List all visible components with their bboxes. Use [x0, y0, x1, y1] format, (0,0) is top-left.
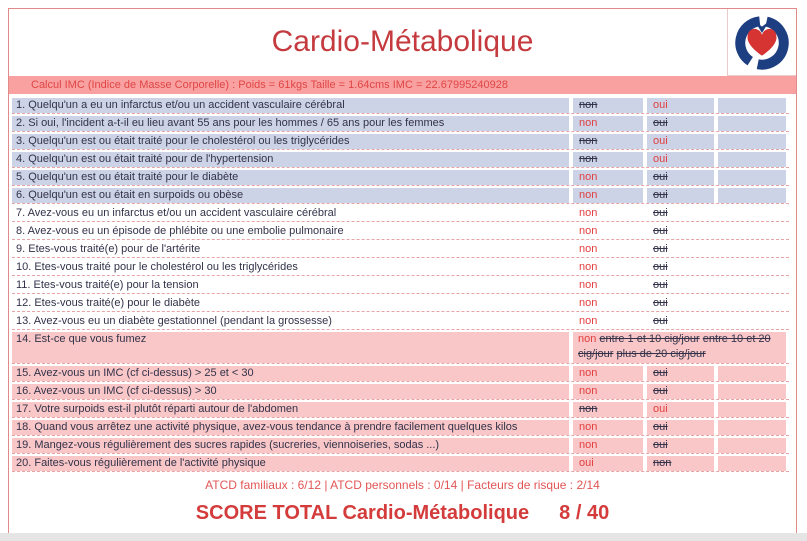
answer-non[interactable]: [573, 402, 643, 417]
answer-empty: [718, 206, 786, 221]
questionnaire-card: [8, 8, 797, 534]
question-text: 8. Avez-vous eu un épisode de phlébite ou une embolie pulmonaire: [16, 225, 344, 237]
answer-option: non: [579, 385, 598, 397]
answer-non[interactable]: [573, 152, 643, 167]
answer-option: non: [579, 297, 598, 309]
question-text: 2. Si oui, l'incident a-t-il eu lieu avant 55 ans pour les hommes / 65 ans pour les femmes: [12, 116, 569, 131]
answer-oui[interactable]: [647, 188, 714, 203]
answer-non[interactable]: [573, 420, 643, 435]
answer-empty: [718, 366, 786, 381]
answer-option: non: [579, 117, 598, 129]
answer-non[interactable]: [573, 438, 643, 453]
answer-option: oui: [653, 117, 668, 129]
answer-option: oui: [653, 153, 668, 165]
answer-option: oui: [653, 279, 668, 291]
answer-option: oui: [653, 135, 668, 147]
question-row: [12, 134, 789, 150]
answer-empty: [718, 152, 786, 167]
answer-option: oui: [653, 367, 668, 379]
answer-oui[interactable]: [647, 296, 714, 311]
section-scores: ATCD familiaux : 6/12 | ATCD personnels : 0/14 | Facteurs de risque : 2/14: [205, 478, 600, 492]
answer-empty: [718, 170, 786, 185]
answer-oui[interactable]: [647, 152, 714, 167]
question-row: [12, 206, 789, 222]
answer-option: oui: [653, 403, 668, 415]
answer-non[interactable]: [573, 116, 643, 131]
question-row: [12, 170, 789, 186]
answer-empty: [718, 456, 786, 471]
answer-oui[interactable]: [647, 242, 714, 257]
answer-option: oui: [653, 261, 668, 273]
answer-oui[interactable]: [647, 206, 714, 221]
answer-non[interactable]: [573, 314, 643, 329]
answer-option[interactable]: non: [578, 333, 597, 345]
answer-option: non: [579, 261, 598, 273]
question-row: [12, 384, 789, 400]
question-text: 7. Avez-vous eu un infarctus et/ou un accident vasculaire cérébral: [16, 207, 337, 219]
answer-option: non: [579, 403, 598, 415]
answer-oui[interactable]: [647, 134, 714, 149]
answer-empty: [718, 188, 786, 203]
question-text: 3. Quelqu'un est ou était traité pour le cholestérol ou les triglycérides: [12, 134, 569, 149]
answer-empty: [718, 314, 786, 329]
answer-option: oui: [653, 171, 668, 183]
question-row: [12, 314, 789, 330]
answer-empty: [718, 98, 786, 113]
answer-non[interactable]: [573, 206, 643, 221]
question-text: 9. Etes-vous traité(e) pour de l'artérite: [16, 243, 201, 255]
total-score-value: 8 / 40: [559, 502, 610, 524]
answer-oui[interactable]: [647, 438, 714, 453]
answer-option[interactable]: entre 1 et 10 cig/jour: [599, 333, 700, 345]
answer-option: non: [579, 189, 598, 201]
question-row: [12, 456, 789, 472]
answer-non[interactable]: [573, 296, 643, 311]
answer-option[interactable]: entre 10 et 20 cig/jour: [578, 333, 771, 360]
answer-oui[interactable]: [647, 170, 714, 185]
answer-empty: [718, 296, 786, 311]
answer-oui[interactable]: [647, 366, 714, 381]
answer-option: non: [579, 315, 598, 327]
question-row: [12, 420, 789, 436]
question-text: 4. Quelqu'un est ou était traité pour de l'hypertension: [12, 152, 569, 167]
answer-option: non: [579, 171, 598, 183]
question-text: 17. Votre surpoids est-il plutôt réparti autour de l'abdomen: [12, 402, 569, 417]
question-row: [12, 332, 789, 364]
answer-option: non: [579, 207, 598, 219]
question-text: 15. Avez-vous un IMC (cf ci-dessus) > 25 et < 30: [12, 366, 569, 381]
total-score: [9, 502, 796, 525]
answer-options[interactable]: [573, 332, 786, 363]
answer-option: non: [579, 421, 598, 433]
heart-logo-icon: [733, 13, 791, 71]
answer-oui[interactable]: [647, 402, 714, 417]
question-text: 18. Quand vous arrêtez une activité physique, avez-vous tendance à prendre facilement quelques kilos: [12, 420, 569, 435]
answer-oui[interactable]: [647, 116, 714, 131]
answer-option: non: [653, 457, 672, 469]
answer-option: non: [579, 367, 598, 379]
header: [9, 9, 796, 76]
answer-non[interactable]: [573, 188, 643, 203]
answer-non[interactable]: [573, 260, 643, 275]
answer-option: oui: [653, 207, 668, 219]
answer-non[interactable]: [573, 170, 643, 185]
answer-empty: [718, 384, 786, 399]
question-row: [12, 242, 789, 258]
answer-non[interactable]: [573, 134, 643, 149]
question-row: [12, 296, 789, 312]
question-text: 10. Etes-vous traité pour le cholestérol ou les triglycérides: [16, 261, 298, 273]
question-text: 13. Avez-vous eu un diabète gestationnel (pendant la grossesse): [16, 315, 332, 327]
answer-non[interactable]: [573, 98, 643, 113]
question-text: 20. Faites-vous régulièrement de l'activité physique: [12, 456, 569, 471]
question-text: 12. Etes-vous traité(e) pour le diabète: [16, 297, 201, 309]
answer-option: oui: [653, 439, 668, 451]
question-row: [12, 366, 789, 382]
answer-empty: [718, 224, 786, 239]
answer-option: oui: [653, 225, 668, 237]
imc-calculation-bar: [9, 76, 796, 94]
answer-option: non: [579, 225, 598, 237]
answer-non[interactable]: [573, 278, 643, 293]
question-row: [12, 260, 789, 276]
question-text: 1. Quelqu'un a eu un infarctus et/ou un accident vasculaire cérébral: [12, 98, 569, 113]
answer-option: non: [579, 135, 598, 147]
total-score-label: SCORE TOTAL Cardio-Métabolique: [195, 502, 530, 524]
answer-option: oui: [653, 297, 668, 309]
question-row: [12, 98, 789, 114]
answer-empty: [718, 260, 786, 275]
question-text: 5. Quelqu'un est ou était traité pour le diabète: [12, 170, 569, 185]
answer-option[interactable]: plus de 20 cig/jour: [616, 348, 706, 360]
question-text: 19. Mangez-vous régulièrement des sucres rapides (sucreries, viennoiseries, sodas ...): [12, 438, 569, 453]
answer-option: oui: [653, 189, 668, 201]
answer-non[interactable]: [573, 242, 643, 257]
question-row: [12, 402, 789, 418]
answer-option: oui: [653, 315, 668, 327]
answer-option: oui: [653, 99, 668, 111]
question-text: 6. Quelqu'un est ou était en surpoids ou obèse: [12, 188, 569, 203]
question-row: [12, 438, 789, 454]
answer-oui[interactable]: [647, 314, 714, 329]
answer-option: oui: [653, 421, 668, 433]
answer-option: oui: [653, 243, 668, 255]
answer-empty: [718, 402, 786, 417]
answer-non[interactable]: [573, 366, 643, 381]
answer-oui[interactable]: [647, 260, 714, 275]
answer-oui[interactable]: [647, 384, 714, 399]
answer-option: oui: [579, 457, 594, 469]
answer-empty: [718, 278, 786, 293]
answer-oui[interactable]: [647, 278, 714, 293]
page-background-strip: [0, 533, 807, 541]
clinic-logo: [727, 9, 796, 76]
answer-oui[interactable]: [573, 456, 643, 471]
answer-option: oui: [653, 385, 668, 397]
answer-option: non: [579, 243, 598, 255]
answer-empty: [718, 420, 786, 435]
question-row: [12, 152, 789, 168]
imc-calculation-text: Calcul IMC (Indice de Masse Corporelle) : Poids = 61kgs Taille = 1.64cms IMC = 22.67995240928: [31, 79, 509, 91]
answer-oui[interactable]: [647, 224, 714, 239]
question-text: 11. Etes-vous traité(e) pour la tension: [16, 279, 199, 291]
questionnaire-table: [12, 98, 789, 472]
question-text: 16. Avez-vous un IMC (cf ci-dessus) > 30: [12, 384, 569, 399]
answer-option: non: [579, 153, 598, 165]
question-text: 14. Est-ce que vous fumez: [12, 332, 569, 363]
question-row: [12, 116, 789, 132]
answer-non[interactable]: [647, 456, 714, 471]
page-title: Cardio-Métabolique: [271, 25, 534, 58]
answer-option: non: [579, 439, 598, 451]
answer-empty: [718, 116, 786, 131]
answer-empty: [718, 242, 786, 257]
answer-non[interactable]: [573, 224, 643, 239]
answer-oui[interactable]: [647, 420, 714, 435]
answer-oui[interactable]: [647, 98, 714, 113]
question-row: [12, 278, 789, 294]
answer-empty: [718, 438, 786, 453]
question-row: [12, 188, 789, 204]
answer-empty: [718, 134, 786, 149]
question-row: [12, 224, 789, 240]
answer-non[interactable]: [573, 384, 643, 399]
answer-option: non: [579, 279, 598, 291]
answer-option: non: [579, 99, 598, 111]
